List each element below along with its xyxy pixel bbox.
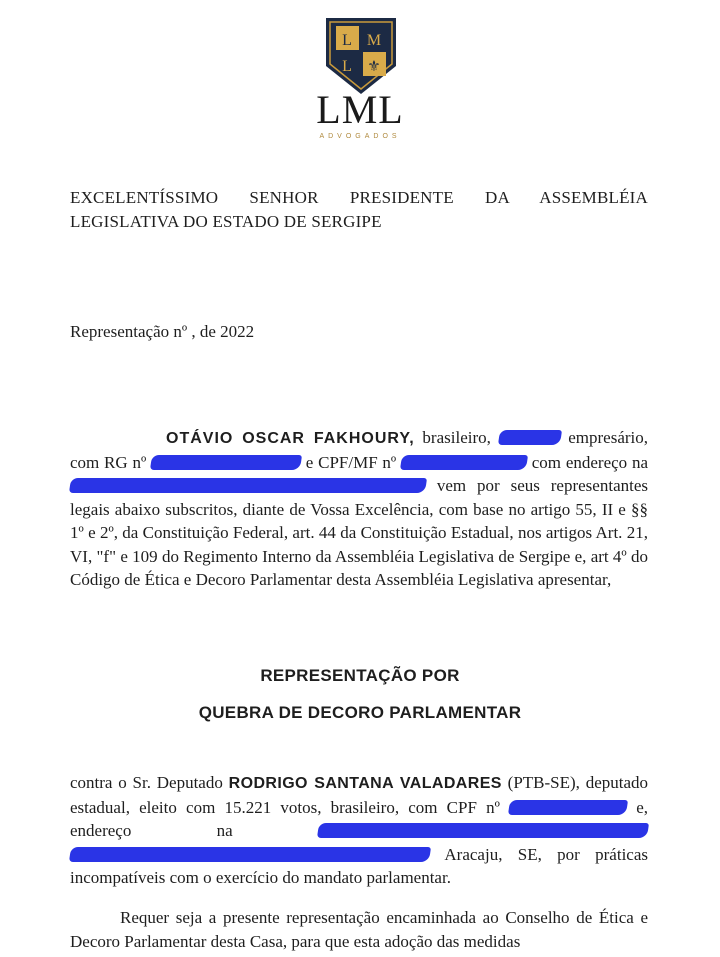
crest-letter-1: L: [342, 32, 352, 49]
heading-line-1: REPRESENTAÇÃO POR: [260, 666, 460, 685]
redaction-mark: [317, 823, 649, 838]
reference-line: Representação nº , de 2022: [70, 322, 255, 341]
heading-line-2: QUEBRA DE DECORO PARLAMENTAR: [198, 703, 522, 722]
crest-letter-3: L: [342, 58, 352, 75]
redaction-mark: [400, 455, 528, 470]
defendant-paragraph: contra o Sr. Deputado RODRIGO SANTANA VALADARES (PTB-SE), deputado estadual, eleito com 15.221 votos, brasileiro, com CPF nº e, endereço na Aracaju, SE, por práticas incompatíveis com o exercício do mandato parlamentar.: [70, 773, 649, 887]
request-paragraph: Requer seja a presente representação encaminhada ao Conselho de Ética e Decoro Parlamentar desta Casa, para que esta adoção das medidas: [70, 908, 648, 951]
redaction-mark: [498, 430, 562, 445]
redaction-mark: [508, 800, 628, 815]
redaction-mark: [69, 847, 431, 862]
petitioner-name: OTÁVIO OSCAR FAKHOURY,: [166, 430, 415, 447]
crest-letter-2: M: [366, 32, 382, 49]
brand-name: LML: [316, 87, 404, 132]
redaction-mark: [150, 455, 302, 470]
fleur-de-lis-icon: ⚜: [367, 59, 381, 75]
defendant-name: RODRIGO SANTANA VALADARES: [228, 775, 502, 792]
addressee: EXCELENTÍSSIMO SENHOR PRESIDENTE DA ASSEMBLÉIA LEGISLATIVA DO ESTADO DE SERGIPE: [70, 188, 648, 231]
petitioner-paragraph: OTÁVIO OSCAR FAKHOURY, brasileiro, empresário, com RG nº e CPF/MF nº com endereço na vem por seus representantes legais abaixo subscritos, diante de Vossa Excelência, com base no artigo 55, II e §§ 1º e 2º, da Constituição Federal, art. 44 da Constituição Estadual, nos artigos Art. 21, VI, "f" e 109 do Regimento Interno da Assembléia Legislativa de Sergipe e, art 4º do Código de Ética e Decoro Parlamentar desta Assembléia Legislativa apresentar,: [70, 428, 649, 589]
brand-subtitle: ADVOGADOS: [319, 133, 401, 140]
redaction-mark: [69, 478, 427, 493]
